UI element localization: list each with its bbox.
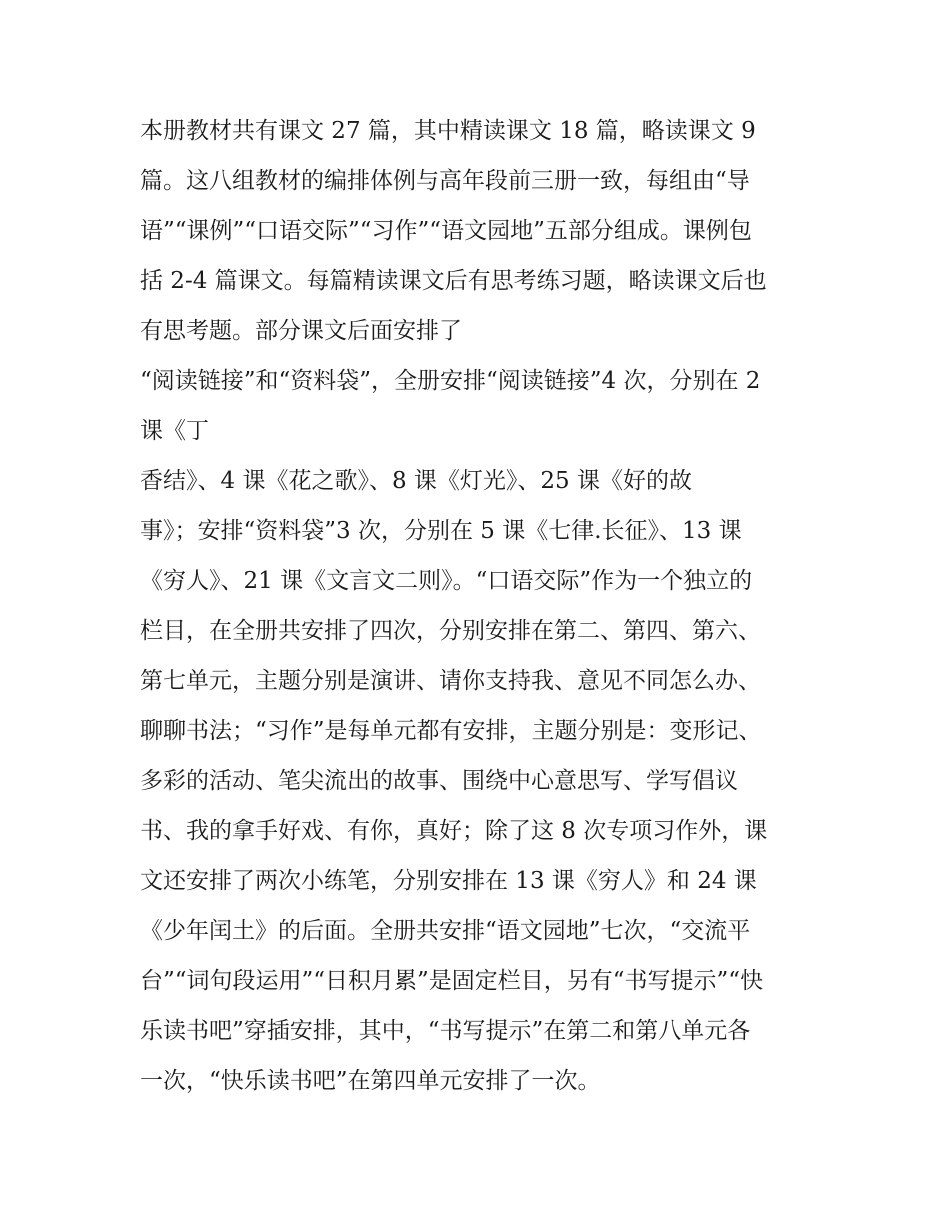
text-line: 本册教材共有课文 27 篇，其中精读课文 18 篇，略读课文 9: [140, 118, 756, 144]
text-line: 《少年闰土》的后面。全册共安排“语文园地”七次，“交流平: [140, 918, 751, 944]
text-line: 《穷人》、21 课《文言文二则》。“口语交际”作为一个独立的: [140, 568, 753, 594]
text-line: 第七单元，主题分别是演讲、请你支持我、意见不同怎么办、: [140, 668, 761, 694]
text-line: 书、我的拿手好戏、有你，真好；除了这 8 次专项习作外，课: [140, 818, 768, 844]
text-line: 一次，“快乐读书吧”在第四单元安排了一次。: [140, 1068, 601, 1094]
text-line: 文还安排了两次小练笔，分别安排在 13 课《穷人》和 24 课: [140, 868, 757, 894]
text-line: 台”“词句段运用”“日积月累”是固定栏目，另有“书写提示”“快: [140, 968, 764, 994]
text-line: 香结》、4 课《花之歌》、8 课《灯光》、25 课《好的故: [140, 468, 692, 494]
text-line: 多彩的活动、笔尖流出的故事、围绕中心意思写、学写倡议: [140, 768, 738, 794]
text-line: 事》；安排“资料袋”3 次，分别在 5 课《七律.长征》、13 课: [140, 518, 742, 544]
text-line: 聊聊书法；“习作”是每单元都有安排，主题分别是：变形记、: [140, 718, 762, 744]
body-text: [140, 106, 830, 1106]
text-line: 课《丁: [140, 418, 209, 444]
text-line: 有思考题。部分课文后面安排了: [140, 318, 462, 344]
text-line: 栏目，在全册共安排了四次，分别安排在第二、第四、第六、: [140, 618, 761, 644]
text-line: “阅读链接”和“资料袋”，全册安排“阅读链接”4 次，分别在 2: [140, 368, 761, 394]
text-line: 篇。这八组教材的编排体例与高年段前三册一致，每组由“导: [140, 168, 750, 194]
text-line: 括 2-4 篇课文。每篇精读课文后有思考练习题，略读课文后也: [140, 268, 767, 294]
text-line: 乐读书吧”穿插安排，其中，“书写提示”在第二和第八单元各: [140, 1018, 751, 1044]
text-line: 语”“课例”“口语交际”“习作”“语文园地”五部分组成。课例包: [140, 218, 752, 244]
